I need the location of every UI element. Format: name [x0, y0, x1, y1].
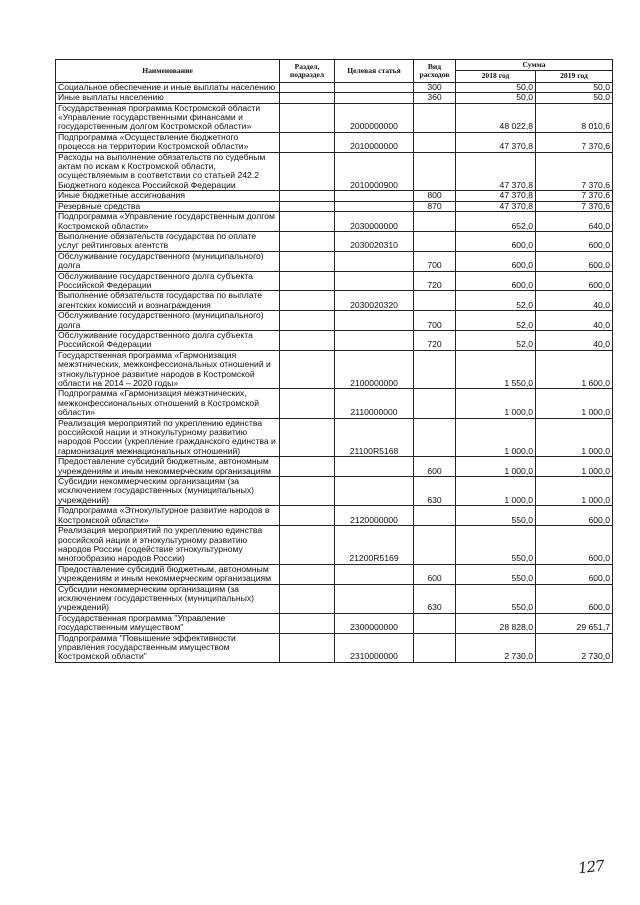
row-name: Обслуживание государственного долга субъекта Российской Федерации	[56, 271, 280, 291]
row-expense-type: 720	[414, 271, 456, 291]
row-target-code: 2100000000	[335, 350, 414, 389]
row-name: Обслуживание государственного (муниципального) долга	[56, 251, 280, 271]
row-expense-type	[414, 212, 456, 232]
row-name: Государственная программа Костромской области «Управление государственными финансами и государственным долгом Костромской области»	[56, 103, 280, 132]
row-name: Государственная программа «Гармонизация межэтнических, межконфессиональных отношений и этнокультурное развитие народов в Костромской области на 2014 – 2020 годы»	[56, 350, 280, 389]
row-sum-2018: 52,0	[456, 291, 536, 311]
row-expense-type: 360	[414, 93, 456, 103]
row-sum-2018: 550,0	[456, 564, 536, 584]
row-razdel	[280, 330, 335, 350]
row-razdel	[280, 613, 335, 633]
row-sum-2019: 600,0	[536, 564, 613, 584]
row-expense-type: 600	[414, 457, 456, 477]
row-target-code	[335, 251, 414, 271]
row-target-code: 21200R5169	[335, 526, 414, 565]
row-sum-2018: 47 370,8	[456, 152, 536, 191]
row-razdel	[280, 231, 335, 251]
row-razdel	[280, 506, 335, 526]
row-sum-2018: 1 000,0	[456, 418, 536, 457]
row-sum-2019: 1 000,0	[536, 457, 613, 477]
row-name: Иные бюджетные ассигнования	[56, 191, 280, 201]
row-target-code: 21100R5168	[335, 418, 414, 457]
table-row	[56, 477, 613, 506]
row-expense-type	[414, 526, 456, 565]
row-sum-2019: 40,0	[536, 330, 613, 350]
header-vid: Вид расходов	[414, 60, 456, 83]
table-row	[56, 212, 613, 232]
row-sum-2018: 47 370,8	[456, 191, 536, 201]
row-sum-2019: 600,0	[536, 231, 613, 251]
row-name: Иные выплаты населению	[56, 93, 280, 103]
row-expense-type	[414, 389, 456, 418]
row-expense-type: 870	[414, 201, 456, 211]
table-row	[56, 389, 613, 418]
row-expense-type: 630	[414, 584, 456, 613]
table-row	[56, 564, 613, 584]
row-expense-type: 700	[414, 311, 456, 331]
row-name: Реализация мероприятий по укреплению единства российской нации и этнокультурному развитию народов России (содействие этнокультурному многообразию народов России)	[56, 526, 280, 565]
row-sum-2019: 7 370,6	[536, 201, 613, 211]
row-razdel	[280, 191, 335, 201]
row-sum-2018: 2 730,0	[456, 633, 536, 662]
row-razdel	[280, 418, 335, 457]
row-expense-type	[414, 506, 456, 526]
row-razdel	[280, 271, 335, 291]
row-sum-2019: 600,0	[536, 271, 613, 291]
row-target-code: 2300000000	[335, 613, 414, 633]
row-razdel	[280, 212, 335, 232]
row-target-code	[335, 477, 414, 506]
row-razdel	[280, 633, 335, 662]
row-name: Резервные средства	[56, 201, 280, 211]
table-body	[56, 82, 613, 662]
row-expense-type	[414, 132, 456, 152]
table-row	[56, 103, 613, 132]
row-razdel	[280, 93, 335, 103]
row-sum-2018: 47 370,8	[456, 201, 536, 211]
row-sum-2019: 1 600,0	[536, 350, 613, 389]
table-row	[56, 93, 613, 103]
row-razdel	[280, 251, 335, 271]
row-sum-2018: 1 550,0	[456, 350, 536, 389]
row-sum-2019: 40,0	[536, 311, 613, 331]
row-razdel	[280, 584, 335, 613]
row-name: Предоставление субсидий бюджетным, автономным учреждениям и иным некоммерческим организациям	[56, 457, 280, 477]
row-sum-2018: 550,0	[456, 506, 536, 526]
row-expense-type	[414, 231, 456, 251]
row-target-code	[335, 191, 414, 201]
row-target-code: 2010000900	[335, 152, 414, 191]
row-sum-2019: 50,0	[536, 82, 613, 92]
row-razdel	[280, 132, 335, 152]
table-row	[56, 152, 613, 191]
row-razdel	[280, 82, 335, 92]
row-name: Подпрограмма «Управление государственным долгом Костромской области»	[56, 212, 280, 232]
row-target-code	[335, 93, 414, 103]
row-sum-2018: 550,0	[456, 584, 536, 613]
table-row	[56, 271, 613, 291]
row-sum-2018: 52,0	[456, 311, 536, 331]
row-expense-type	[414, 633, 456, 662]
row-sum-2018: 652,0	[456, 212, 536, 232]
row-name: Выполнение обязательств государства по оплате услуг рейтинговых агентств	[56, 231, 280, 251]
table-row	[56, 633, 613, 662]
row-razdel	[280, 564, 335, 584]
row-razdel	[280, 152, 335, 191]
row-sum-2018: 47 370,8	[456, 132, 536, 152]
row-target-code: 2010000000	[335, 132, 414, 152]
row-sum-2019: 600,0	[536, 506, 613, 526]
table-row	[56, 311, 613, 331]
table-row	[56, 291, 613, 311]
row-sum-2019: 1 000,0	[536, 418, 613, 457]
row-expense-type: 720	[414, 330, 456, 350]
header-year-2019: 2019 год	[536, 71, 613, 82]
header-year-2018: 2018 год	[456, 71, 536, 82]
row-sum-2019: 600,0	[536, 251, 613, 271]
row-name: Подпрограмма «Гармонизация межэтнических, межконфессиональных отношений в Костромской области»	[56, 389, 280, 418]
row-sum-2018: 1 000,0	[456, 389, 536, 418]
row-sum-2018: 600,0	[456, 271, 536, 291]
row-name: Государственная программа "Управление государственным имуществом"	[56, 613, 280, 633]
row-razdel	[280, 201, 335, 211]
row-sum-2019: 40,0	[536, 291, 613, 311]
row-expense-type	[414, 350, 456, 389]
row-sum-2019: 1 000,0	[536, 477, 613, 506]
row-expense-type: 700	[414, 251, 456, 271]
row-sum-2019: 600,0	[536, 584, 613, 613]
row-expense-type	[414, 291, 456, 311]
row-razdel	[280, 457, 335, 477]
row-name: Выполнение обязательств государства по выплате агентских комиссий и вознаграждения	[56, 291, 280, 311]
table-row	[56, 231, 613, 251]
row-expense-type: 800	[414, 191, 456, 201]
table-row	[56, 418, 613, 457]
row-name: Обслуживание государственного (муниципального) долга	[56, 311, 280, 331]
row-sum-2018: 550,0	[456, 526, 536, 565]
table-row	[56, 613, 613, 633]
row-target-code	[335, 457, 414, 477]
row-name: Предоставление субсидий бюджетным, автономным учреждениям и иным некоммерческим организациям	[56, 564, 280, 584]
row-target-code: 2120000000	[335, 506, 414, 526]
row-sum-2019: 29 651,7	[536, 613, 613, 633]
row-sum-2019: 2 730,0	[536, 633, 613, 662]
row-sum-2019: 640,0	[536, 212, 613, 232]
row-sum-2019: 7 370,6	[536, 132, 613, 152]
budget-table	[55, 59, 613, 663]
row-target-code: 2030020310	[335, 231, 414, 251]
row-expense-type	[414, 152, 456, 191]
row-expense-type	[414, 103, 456, 132]
row-sum-2019: 7 370,6	[536, 191, 613, 201]
row-sum-2019: 50,0	[536, 93, 613, 103]
row-sum-2019: 600,0	[536, 526, 613, 565]
page-number: 127	[577, 856, 605, 878]
header-tselevaya: Целевая статья	[335, 60, 414, 83]
row-sum-2019: 7 370,6	[536, 152, 613, 191]
table-row	[56, 526, 613, 565]
row-sum-2019: 1 000,0	[536, 389, 613, 418]
row-target-code: 2110000000	[335, 389, 414, 418]
table-row	[56, 132, 613, 152]
table-row	[56, 191, 613, 201]
row-sum-2018: 1 000,0	[456, 457, 536, 477]
table-row	[56, 82, 613, 92]
row-expense-type: 300	[414, 82, 456, 92]
row-expense-type	[414, 613, 456, 633]
row-target-code	[335, 330, 414, 350]
row-razdel	[280, 477, 335, 506]
row-target-code	[335, 564, 414, 584]
header-razdel: Раздел, подраздел	[280, 60, 335, 83]
row-target-code	[335, 201, 414, 211]
table-row	[56, 506, 613, 526]
row-sum-2018: 48 022,8	[456, 103, 536, 132]
row-sum-2018: 600,0	[456, 251, 536, 271]
row-name: Социальное обеспечение и иные выплаты населению	[56, 82, 280, 92]
row-sum-2018: 52,0	[456, 330, 536, 350]
row-expense-type: 600	[414, 564, 456, 584]
row-razdel	[280, 350, 335, 389]
row-target-code	[335, 271, 414, 291]
row-sum-2018: 28 828,0	[456, 613, 536, 633]
row-target-code	[335, 82, 414, 92]
row-expense-type	[414, 418, 456, 457]
row-name: Подпрограмма "Повышение эффективности управления государственным имуществом Костромской области"	[56, 633, 280, 662]
row-sum-2018: 1 000,0	[456, 477, 536, 506]
row-sum-2018: 50,0	[456, 82, 536, 92]
row-razdel	[280, 526, 335, 565]
row-target-code: 2000000000	[335, 103, 414, 132]
table-row	[56, 251, 613, 271]
row-razdel	[280, 389, 335, 418]
row-expense-type: 630	[414, 477, 456, 506]
row-target-code	[335, 311, 414, 331]
row-sum-2019: 8 010,6	[536, 103, 613, 132]
row-razdel	[280, 291, 335, 311]
header-name: Наименование	[56, 60, 280, 83]
table-row	[56, 584, 613, 613]
row-name: Расходы на выполнение обязательств по судебным актам по искам к Костромской области, осуществляемым в соответствии со статьей 242.2 Бюджетного кодекса Российской Федерации	[56, 152, 280, 191]
row-razdel	[280, 103, 335, 132]
row-name: Субсидии некоммерческим организациям (за исключением государственных (муниципальных) учреждений)	[56, 477, 280, 506]
row-target-code: 2030020320	[335, 291, 414, 311]
row-target-code: 2310000000	[335, 633, 414, 662]
table-row	[56, 457, 613, 477]
row-name: Подпрограмма «Этнокультурное развитие народов в Костромской области»	[56, 506, 280, 526]
row-name: Обслуживание государственного долга субъекта Российской Федерации	[56, 330, 280, 350]
header-summa: Сумма	[456, 60, 613, 71]
table-header	[56, 60, 613, 83]
row-name: Реализация мероприятий по укреплению единства российской нации и этнокультурному развитию народов России (укрепление гражданского единства и гармонизация межнациональных отношений)	[56, 418, 280, 457]
row-sum-2018: 50,0	[456, 93, 536, 103]
row-name: Субсидии некоммерческим организациям (за исключением государственных (муниципальных) учреждений)	[56, 584, 280, 613]
row-target-code	[335, 584, 414, 613]
row-name: Подпрограмма «Осуществление бюджетного процесса на территории Костромской области»	[56, 132, 280, 152]
row-razdel	[280, 311, 335, 331]
table-row	[56, 350, 613, 389]
row-sum-2018: 600,0	[456, 231, 536, 251]
table-row	[56, 330, 613, 350]
row-target-code: 2030000000	[335, 212, 414, 232]
table-row	[56, 201, 613, 211]
